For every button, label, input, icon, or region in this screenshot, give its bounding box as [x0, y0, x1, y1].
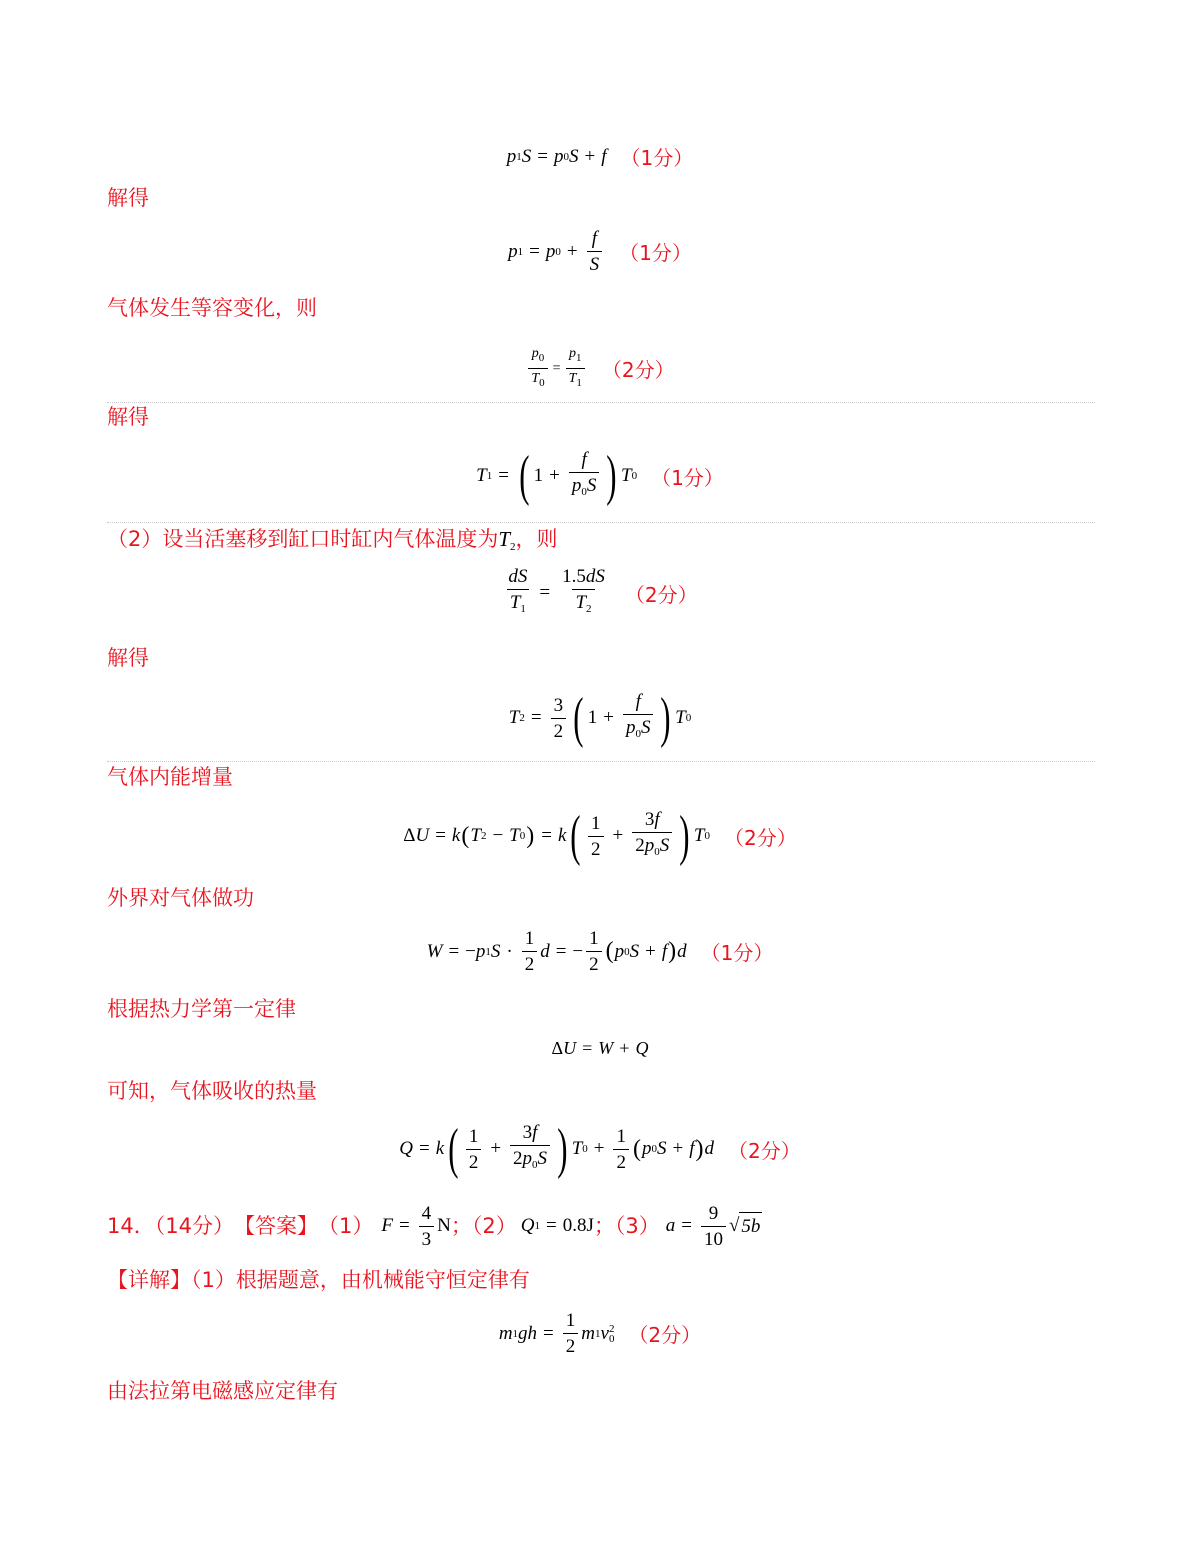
- divider: [107, 402, 1095, 403]
- detail-text: （1）根据题意，由机械能守恒定律有: [191, 1268, 530, 1292]
- answer-tag: 【答案】: [233, 1214, 318, 1238]
- score-label: （2分）: [624, 582, 698, 607]
- part-label: ；（2）: [450, 1214, 517, 1238]
- equation-isochoric: $\frac{p_0}{T_0}$ = $\frac{p_1}{T_1}$ （2分）: [0, 341, 1200, 391]
- text-solve: 解得: [107, 186, 149, 210]
- question-14-answer: 14．（14分） 【答案】 （1） F = $\frac{4}{3}$ N ；（2） Q 1 = 0.8J ；（3） a = $\frac{9}{10}$ √ 5b: [107, 1202, 761, 1250]
- text-work: 外界对气体做功: [107, 886, 254, 910]
- equation-volume-ratio: $\frac{dS}{T_1}$ = $\frac{1.5dS}{T_2}$ （2分）: [0, 566, 1200, 620]
- text-part2: （2）设当活塞移到缸口时缸内气体温度为$T_2$，则: [107, 527, 558, 553]
- equation-force-balance: p 1 S = p 0 S + f （1分）: [0, 142, 1200, 171]
- text-solve: 解得: [107, 646, 149, 670]
- score-label: （1分）: [620, 146, 694, 170]
- equation-T2: T 2 = $\frac{3}{2}$ ( 1 + $\frac{f}{p_0S}$ ) T 0: [508, 687, 692, 749]
- text-part2-prefix: （2）设当活塞移到缸口时缸内气体温度为: [107, 527, 499, 551]
- score-label: （1分）: [651, 465, 724, 490]
- equation-work: W = − p 1 S · $\frac{1}{2}$ d = − $\frac{1}{2}$ ( p 0 S + f ) d （1分）: [426, 928, 774, 975]
- text-first-law: 根据热力学第一定律: [107, 997, 296, 1021]
- score-label: （1分）: [619, 241, 692, 265]
- text-part2-suffix: ，则: [515, 527, 558, 551]
- text-heat: 可知，气体吸收的热量: [107, 1079, 317, 1103]
- equation-heat: Q = k ( $\frac{1}{2}$ + $\frac{3f}{2p_0S}$ ) T 0 + $\frac{1}{2}$ ( p 0 S + f ) d （2分）: [399, 1118, 801, 1180]
- equation-p1: p 1 = p 0 + $\frac{f}{S}$ （1分）: [508, 228, 692, 275]
- detail-line: [107, 1266, 530, 1294]
- text-solve: 解得: [107, 405, 149, 429]
- divider: [107, 761, 1095, 762]
- text-faraday: 由法拉第电磁感应定律有: [107, 1379, 338, 1403]
- score-label: （2分）: [628, 1323, 702, 1347]
- score-label: （1分）: [700, 941, 774, 965]
- equation-energy-conservation: m 1 gh = $\frac{1}{2}$ m 1 v 2 0 （2分）: [498, 1310, 702, 1357]
- score-label: （2分）: [727, 1138, 801, 1163]
- part-label: （1）: [317, 1214, 374, 1238]
- score-label: （2分）: [724, 825, 797, 850]
- detail-tag: 【详解】: [107, 1268, 191, 1292]
- text-isochoric: 气体发生等容变化，则: [107, 296, 317, 320]
- score-label: （2分）: [601, 358, 675, 382]
- question-number: 14．（14分）: [107, 1214, 234, 1238]
- text-internal-energy: 气体内能增量: [107, 765, 233, 789]
- divider: [107, 522, 1095, 523]
- equation-T1: T 1 = ( 1 + $\frac{f}{p_0S}$ ) T 0 （1分）: [476, 445, 724, 507]
- equation-first-law: Δ U = W + Q: [551, 1038, 649, 1058]
- part-label: ；（3）: [593, 1214, 660, 1238]
- equation-delta-U: Δ U = k ( T 2 − T 0 ) = k ( $\frac{1}{2}$ + $\frac{3f}{2p_0S}$ ) T 0 （2分）: [403, 805, 797, 867]
